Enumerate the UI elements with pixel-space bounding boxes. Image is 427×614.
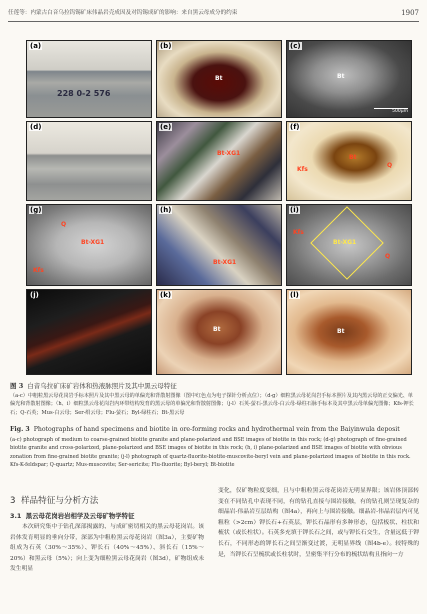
figure-notes-en: (a-c) photograph of medium to coarse-grained biotite granite and plane-polarized and BSE images of biotite in this rock; (d-g) photograph of fine-grained biotite granite and cross-polarized, plane-polarized and BSE images of biotite in this rock; (h, i) plane-polarized and BSE images of biotite with obvious zonation from fine-grained biotite granite; (j-l) photograph of quartz-fluorite-biotite-muscovite-beryl vein and plane-polarized images of biotite in this rock. Kfs-K-feldspar; Q-quartz; Mus-muscovite; Ser-sericite; Flu-fluorite; Byl-beryl; Bt-biotite: [10, 437, 411, 468]
panel-k-letter: (k): [160, 291, 172, 299]
right-column: [218, 486, 419, 560]
figure-caption-cn: [10, 381, 417, 390]
scale-bar-label: 500μm: [392, 109, 408, 114]
panel-c-label: Bt: [337, 73, 345, 80]
panel-j: [26, 289, 152, 375]
panel-i: [286, 204, 412, 286]
figure-title-en: Photographs of hand specimens and biotite in ore-forming rocks and hydrothermal vein from the Baiyinwula deposit: [33, 426, 400, 433]
section-title: 样品特征与分析方法: [20, 496, 99, 506]
page-number: 1907: [401, 9, 419, 17]
panel-h: [156, 204, 282, 286]
panel-f-letter: (f): [290, 123, 300, 131]
panel-d-letter: (d): [30, 123, 42, 131]
subsection-title: 黑云母花岗岩岩相学及云母矿物学特征: [25, 512, 135, 520]
panel-h-label: Bt-XG1: [213, 259, 237, 266]
panel-f-label: Bt: [349, 154, 357, 161]
panel-l-label: Bt: [337, 328, 345, 335]
section-heading: [10, 492, 204, 510]
panel-c: [286, 40, 412, 118]
panel-i-label-kfs: Kfs: [293, 229, 304, 236]
panel-f: [286, 121, 412, 201]
left-paragraph: 本次研究集中于钻孔深部揭露的、与成矿密切相关的黑云母花岗岩。该岩体发育明显的垂向分带，深部为中粗粒黑云母花岗岩（图3a），主要矿物组成为石英（30%～35%）、钾长石（40%～45%）、斜长石（15%～20%）和黑云母（5%）；向上变为细粒黑云母花岗岩（图3d），矿物组成未发生明显: [10, 524, 204, 573]
panel-g-label-kfs: Kfs: [33, 267, 44, 274]
figure-notes-cn: （a-c）中粗粒黑云母花岗岩手标本照片及其中黑云母的单偏光和背散射图像（图中红色点为电子探针分析点位）；（d-g）细粒黑云母花岗岩手标本照片及其内黑云母的正交偏光、单偏光和背散射图像；（h、i）细粒黑云母花岗岩内环带结构发育的黑云母的单偏光和背散射图像；（j-l）石英-萤石-黑云母-白云母-绿柱石脉手标本及其中黑云母单偏光图像；Kfs-钾长石；Q-石英；Mus-白云母；Ser-绢云母；Flu-萤石；Byl-绿柱石；Bt-黑云母: [10, 393, 414, 416]
panel-f-label-kfs: Kfs: [297, 166, 308, 173]
panel-k-label: Bt: [213, 326, 221, 333]
panel-l: [286, 289, 412, 375]
panel-g: [26, 204, 152, 286]
panel-g-letter: (g): [30, 206, 42, 214]
panel-f-label-q: Q: [387, 162, 393, 169]
panel-g-label-q: Q: [61, 221, 67, 228]
subsection-number: 3.1: [10, 512, 22, 520]
running-header: [8, 6, 419, 20]
panel-d: [26, 121, 152, 201]
panel-j-letter: (j): [30, 291, 39, 299]
panel-a-letter: (a): [30, 42, 42, 50]
panel-l-letter: (l): [290, 291, 299, 299]
figure-number-en: Fig. 3: [10, 426, 30, 433]
panel-e-label: Bt-XG1: [217, 150, 241, 157]
section-number: 3: [10, 496, 16, 506]
right-paragraph: 变化，仅矿物粒度变细，且与中粗粒黑云母花岗岩无明显界限；该岩体顶部转变在不同钻孔中表现不同，有的钻孔直接与围岩接触，有的钻孔则呈现复杂的细晶岩-伟晶岩互层结构（图4a），再向上与围岩接触。细晶岩-伟晶岩层内可见粗粒（>2cm）钾长石+石英层，钾长石晶形有多种形态，包括板状、柱状和梳状（或长柱状）。石英多充填于钾长石之间，或与钾长石交生，含量远低于钾长石，不同形态的钾长石之间呈渐变过渡，无明显界线（图4b-e）。较特殊的是，当钾长石呈梳状或长柱状时，呈密集平行分布的梳状结构且指向一方: [218, 488, 419, 558]
panel-b-letter: (b): [160, 42, 172, 50]
panel-h-letter: (h): [160, 206, 172, 214]
panel-g-label: Bt-XG1: [81, 239, 105, 246]
panel-i-label: Bt-XG1: [333, 239, 357, 246]
panel-b: [156, 40, 282, 118]
left-column: [10, 486, 204, 575]
panel-e: [156, 121, 282, 201]
panel-k: [156, 289, 282, 375]
figure-number-cn: 图 3: [10, 382, 24, 390]
panel-c-letter: (c): [290, 42, 301, 50]
scale-bar: [374, 108, 408, 115]
header-rule: [8, 21, 419, 22]
panel-b-label: Bt: [215, 75, 223, 82]
figure-title-cn: 白音乌拉矿床矿岩体和热液脉照片及其中黑云母特征: [27, 382, 177, 390]
panel-i-letter: (i): [290, 206, 299, 214]
figure-caption-en: [10, 426, 417, 433]
subsection-heading: [10, 510, 204, 522]
panel-a-label: 228 0-2 576: [57, 89, 111, 98]
panel-e-letter: (e): [160, 123, 172, 131]
running-title: 任莲等：内蒙古白音乌拉钨锡矿床伟晶岩壳成因及对钨锡成矿的影响：来自黑云母成分的约束: [8, 10, 238, 16]
panel-i-label-q: Q: [385, 253, 391, 260]
panel-a: [26, 40, 152, 118]
